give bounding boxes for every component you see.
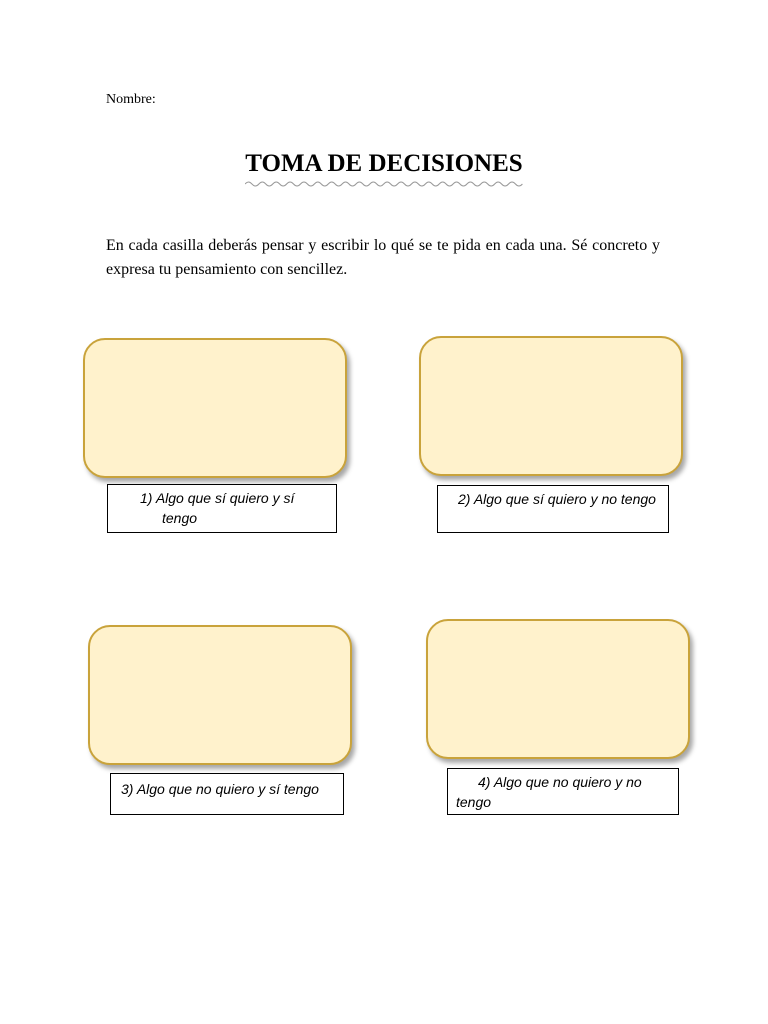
box-caption-3: 3) Algo que no quiero y sí tengo (110, 773, 344, 815)
box-caption-2: 2) Algo que sí quiero y no tengo (437, 485, 669, 533)
answer-box-3[interactable] (88, 625, 352, 765)
spellcheck-underline (245, 180, 522, 188)
answer-box-4[interactable] (426, 619, 690, 759)
box-caption-4: 4) Algo que no quiero y no tengo (447, 768, 679, 815)
page-title-container (0, 150, 768, 182)
answer-box-2[interactable] (419, 336, 683, 476)
answer-box-1[interactable] (83, 338, 347, 478)
page-title-text: TOMA DE DECISIONES (245, 150, 523, 177)
box-caption-1: 1) Algo que sí quiero y sí tengo (107, 484, 337, 533)
name-label: Nombre: (106, 92, 156, 107)
page-title (245, 150, 522, 182)
instructions-paragraph: En cada casilla deberás pensar y escribir lo qué se te pida en cada una. Sé concreto y expresa tu pensamiento con sencillez. (106, 237, 660, 278)
